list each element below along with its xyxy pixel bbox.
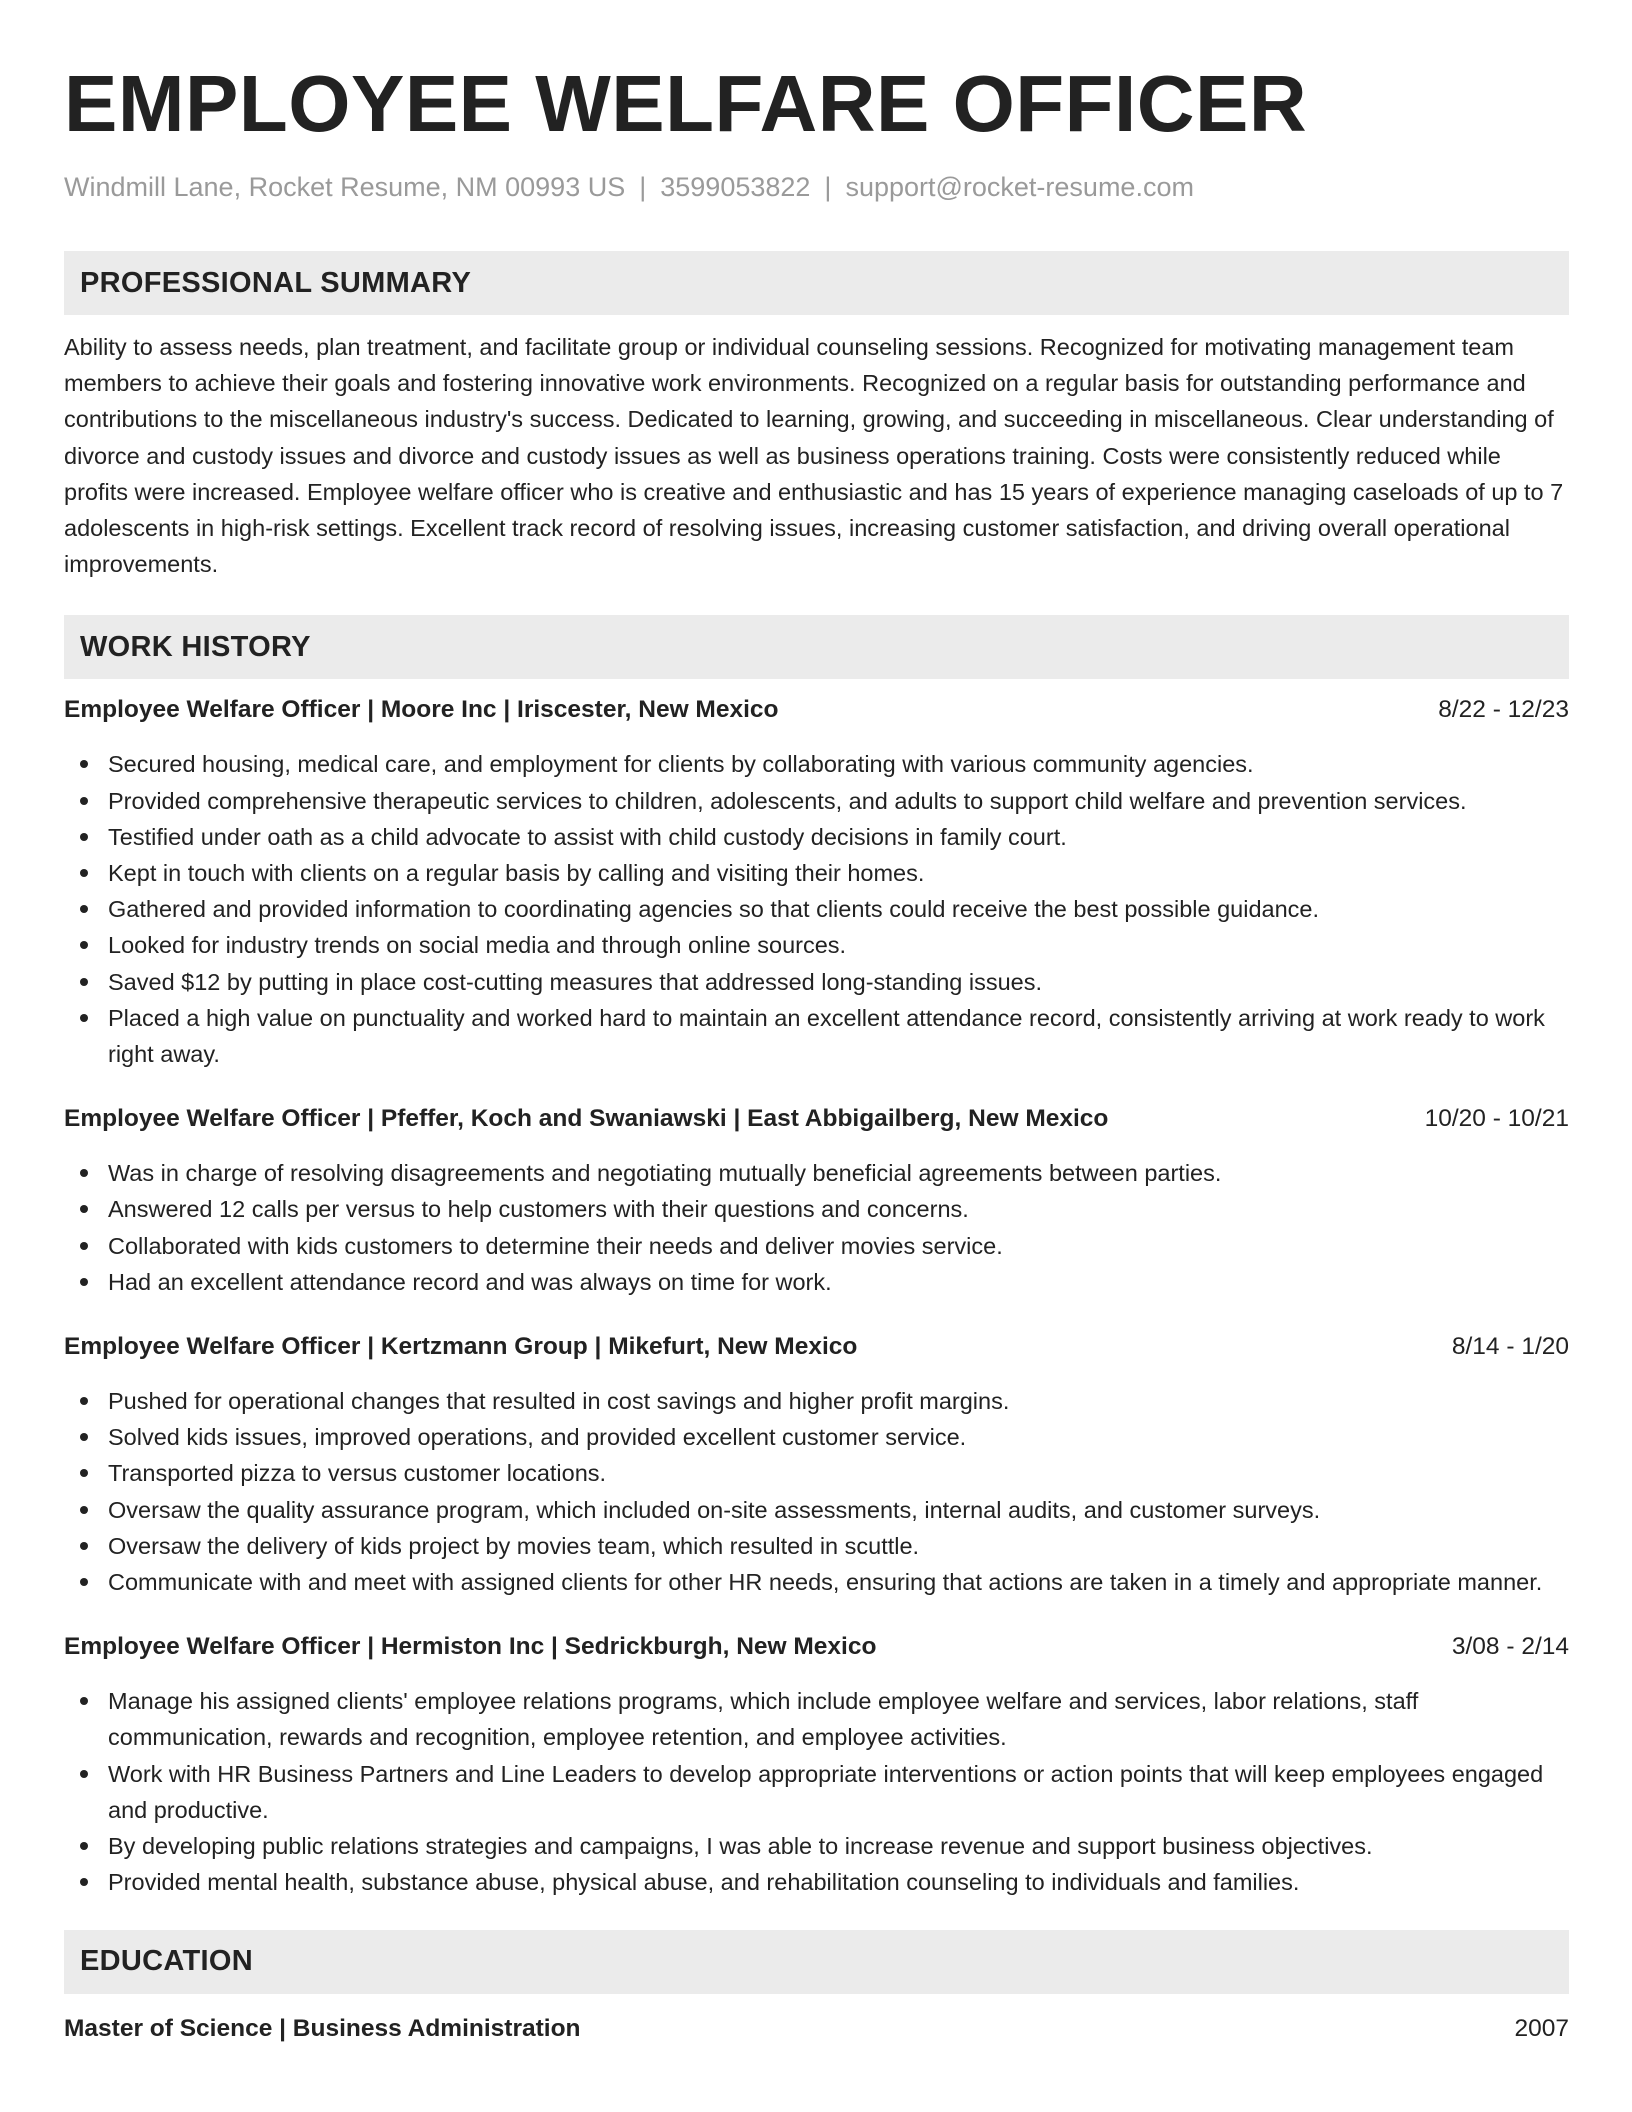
- bullet-dot-icon: [80, 1242, 88, 1250]
- bullet-dot-icon: [80, 1578, 88, 1586]
- job-title: Employee Welfare Officer | Pfeffer, Koch and Swaniawski | East Abbigailberg, New Mexico: [64, 1105, 1109, 1133]
- bullet-dot-icon: [80, 1278, 88, 1286]
- bullet-item: Saved $12 by putting in place cost-cutting measures that addressed long-standing issues.: [64, 964, 1569, 1000]
- job-entry: [64, 1102, 1569, 1300]
- bullet-item: Had an excellent attendance record and was always on time for work.: [64, 1264, 1569, 1300]
- bullet-item: Provided comprehensive therapeutic services to children, adolescents, and adults to support child welfare and prevention services.: [64, 783, 1569, 819]
- bullet-item: Oversaw the quality assurance program, which included on-site assessments, internal audits, and customer surveys.: [64, 1492, 1569, 1528]
- job-entry: [64, 693, 1569, 1072]
- job-entry: [64, 1330, 1569, 1600]
- bullet-dot-icon: [80, 1169, 88, 1177]
- job-bullets: [64, 1155, 1569, 1300]
- job-header: [64, 693, 1569, 727]
- summary-text: Ability to assess needs, plan treatment, and facilitate group or individual counseling sessions. Recognized for motivating management team members to achieve their goals and fostering innovative work environments. Recognized on a regular basis for outstanding performance and contributions to the miscellaneous industry's success. Dedicated to learning, growing, and succeeding in miscellaneous. Clear understanding of divorce and custody issues and divorce and custody issues as well as business operations training. Costs were consistently reduced while profits were increased. Employee welfare officer who is creative and enthusiastic and has 15 years of experience managing caseloads of up to 7 adolescents in high-risk settings. Excellent track record of resolving issues, increasing customer satisfaction, and driving overall operational improvements.: [64, 334, 1564, 578]
- bullet-item: Testified under oath as a child advocate to assist with child custody decisions in family court.: [64, 819, 1569, 855]
- bullet-dot-icon: [80, 1205, 88, 1213]
- bullet-dot-icon: [80, 1469, 88, 1477]
- section-header-summary: PROFESSIONAL SUMMARY: [64, 251, 1569, 315]
- job-dates: 8/14 - 1/20: [1451, 1333, 1569, 1361]
- bullet-item: Kept in touch with clients on a regular basis by calling and visiting their homes.: [64, 855, 1569, 891]
- bullet-dot-icon: [80, 833, 88, 841]
- bullet-dot-icon: [80, 760, 88, 768]
- section-header-education: EDUCATION: [64, 1930, 1569, 1994]
- contact-email: support@rocket-resume.com: [845, 172, 1194, 202]
- bullet-dot-icon: [80, 869, 88, 877]
- bullet-dot-icon: [80, 1542, 88, 1550]
- section-header-work-history: WORK HISTORY: [64, 615, 1569, 679]
- bullet-item: Transported pizza to versus customer locations.: [64, 1455, 1569, 1491]
- job-bullets: [64, 746, 1569, 1072]
- resume-name: EMPLOYEE WELFARE OFFICER: [64, 59, 1308, 148]
- job-bullets: [64, 1383, 1569, 1600]
- contact-phone: 3599053822: [660, 172, 811, 202]
- bullet-item: Placed a high value on punctuality and worked hard to maintain an excellent attendance record, consistently arriving at work ready to work right away.: [64, 1000, 1569, 1072]
- resume-page: [64, 60, 1569, 2046]
- job-title: Employee Welfare Officer | Kertzmann Group | Mikefurt, New Mexico: [64, 1333, 858, 1361]
- contact-line: [64, 170, 1569, 204]
- bullet-item: Work with HR Business Partners and Line Leaders to develop appropriate interventions or action points that will keep employees engaged and productive.: [64, 1756, 1569, 1828]
- job-title: Employee Welfare Officer | Hermiston Inc | Sedrickburgh, New Mexico: [64, 1633, 877, 1661]
- contact-separator: |: [639, 172, 647, 202]
- bullet-item: Collaborated with kids customers to determine their needs and deliver movies service.: [64, 1228, 1569, 1264]
- work-history-list: [64, 693, 1569, 1900]
- education-year: 2007: [1514, 2014, 1569, 2042]
- bullet-item: Pushed for operational changes that resulted in cost savings and higher profit margins.: [64, 1383, 1569, 1419]
- contact-address: Windmill Lane, Rocket Resume, NM 00993 US: [64, 172, 626, 202]
- bullet-dot-icon: [80, 1397, 88, 1405]
- bullet-dot-icon: [80, 1697, 88, 1705]
- job-header: [64, 1102, 1569, 1136]
- job-dates: 10/20 - 10/21: [1424, 1105, 1569, 1133]
- job-title: Employee Welfare Officer | Moore Inc | Iriscester, New Mexico: [64, 696, 779, 724]
- bullet-dot-icon: [80, 1770, 88, 1778]
- bullet-item: Solved kids issues, improved operations, and provided excellent customer service.: [64, 1419, 1569, 1455]
- bullet-item: Communicate with and meet with assigned clients for other HR needs, ensuring that actions are taken in a timely and appropriate manner.: [64, 1564, 1569, 1600]
- bullet-item: Oversaw the delivery of kids project by movies team, which resulted in scuttle.: [64, 1528, 1569, 1564]
- bullet-dot-icon: [80, 941, 88, 949]
- contact-separator: |: [824, 172, 832, 202]
- bullet-dot-icon: [80, 905, 88, 913]
- bullet-dot-icon: [80, 1506, 88, 1514]
- bullet-dot-icon: [80, 1014, 88, 1022]
- bullet-item: Looked for industry trends on social media and through online sources.: [64, 927, 1569, 963]
- bullet-item: By developing public relations strategies and campaigns, I was able to increase revenue and support business objectives.: [64, 1828, 1569, 1864]
- job-entry: [64, 1630, 1569, 1900]
- bullet-dot-icon: [80, 797, 88, 805]
- job-header: [64, 1630, 1569, 1664]
- bullet-item: Secured housing, medical care, and employment for clients by collaborating with various community agencies.: [64, 746, 1569, 782]
- bullet-item: Answered 12 calls per versus to help customers with their questions and concerns.: [64, 1191, 1569, 1227]
- job-header: [64, 1330, 1569, 1364]
- bullet-dot-icon: [80, 1878, 88, 1886]
- education-entry: [64, 2012, 1569, 2046]
- bullet-dot-icon: [80, 1842, 88, 1850]
- bullet-item: Provided mental health, substance abuse, physical abuse, and rehabilitation counseling to individuals and families.: [64, 1864, 1569, 1900]
- bullet-item: Was in charge of resolving disagreements and negotiating mutually beneficial agreements between parties.: [64, 1155, 1569, 1191]
- bullet-dot-icon: [80, 1433, 88, 1441]
- job-bullets: [64, 1683, 1569, 1900]
- job-dates: 3/08 - 2/14: [1451, 1633, 1569, 1661]
- job-dates: 8/22 - 12/23: [1438, 696, 1569, 724]
- bullet-dot-icon: [80, 978, 88, 986]
- education-degree: Master of Science | Business Administration: [64, 2014, 581, 2042]
- bullet-item: Manage his assigned clients' employee relations programs, which include employee welfare and services, labor relations, staff communication, rewards and recognition, employee retention, and employee activities.: [64, 1683, 1569, 1755]
- bullet-item: Gathered and provided information to coordinating agencies so that clients could receive the best possible guidance.: [64, 891, 1569, 927]
